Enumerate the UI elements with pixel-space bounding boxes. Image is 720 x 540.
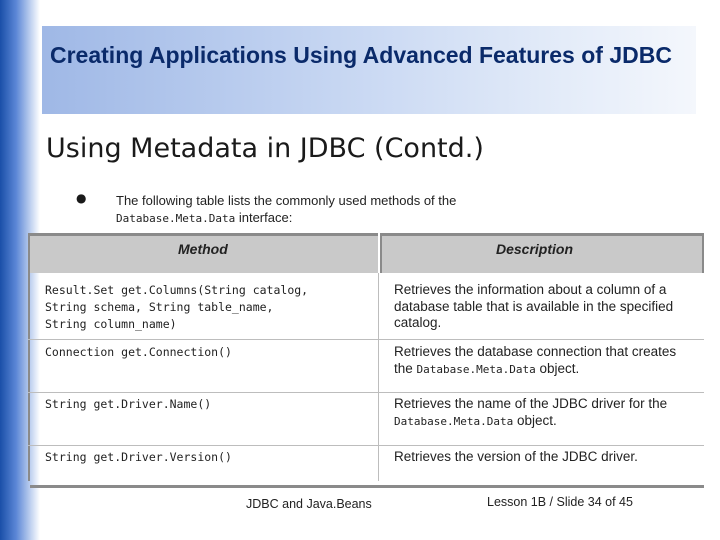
desc-text: Retrieves the database connection that creates the [394, 344, 677, 376]
method-cell: String get.Driver.Version() [45, 450, 232, 464]
footer-divider [30, 485, 704, 488]
description-cell [394, 396, 694, 430]
header-cell-description [380, 233, 704, 273]
slide-header-title: Creating Applications Using Advanced Features of JDBC [50, 42, 672, 68]
intro-text [116, 192, 676, 227]
table-row [28, 393, 704, 445]
table-row [28, 340, 704, 392]
description-cell: Retrieves the version of the JDBC driver. [394, 449, 638, 464]
desc-text-post: object. [539, 360, 580, 376]
method-cell: Result.Set get.Columns(String catalog, String schema, String table_name, String column_name) [45, 283, 309, 331]
footer-course-title: JDBC and Java.Beans [246, 497, 372, 511]
header-cell-method [28, 233, 378, 273]
column-divider [378, 273, 379, 481]
table-row [28, 446, 704, 481]
header-description-label: Description [496, 241, 574, 257]
bullet-icon: ● [76, 191, 87, 205]
method-cell: String get.Driver.Name() [45, 397, 212, 411]
intro-suffix: interface: [238, 210, 293, 225]
intro-code: Database.Meta.Data [116, 212, 236, 225]
footer-slide-number: Lesson 1B / Slide 34 of 45 [487, 495, 633, 509]
header-method-label: Method [178, 241, 228, 257]
methods-table [28, 233, 704, 481]
description-cell: Retrieves the information about a column of a database table that is available in the specified catalog. [394, 282, 674, 330]
table-row [28, 273, 704, 339]
method-cell: Connection get.Connection() [45, 345, 232, 359]
description-cell [394, 344, 694, 378]
desc-text-post: object. [516, 412, 557, 428]
desc-code: Database.Meta.Data [416, 362, 536, 376]
desc-code: Database.Meta.Data [394, 414, 514, 428]
intro-text-main: The following table lists the commonly used methods of the [116, 193, 457, 208]
slide-subtitle: Using Metadata in JDBC (Contd.) [46, 133, 484, 164]
desc-text: Retrieves the name of the JDBC driver for the [394, 396, 668, 411]
